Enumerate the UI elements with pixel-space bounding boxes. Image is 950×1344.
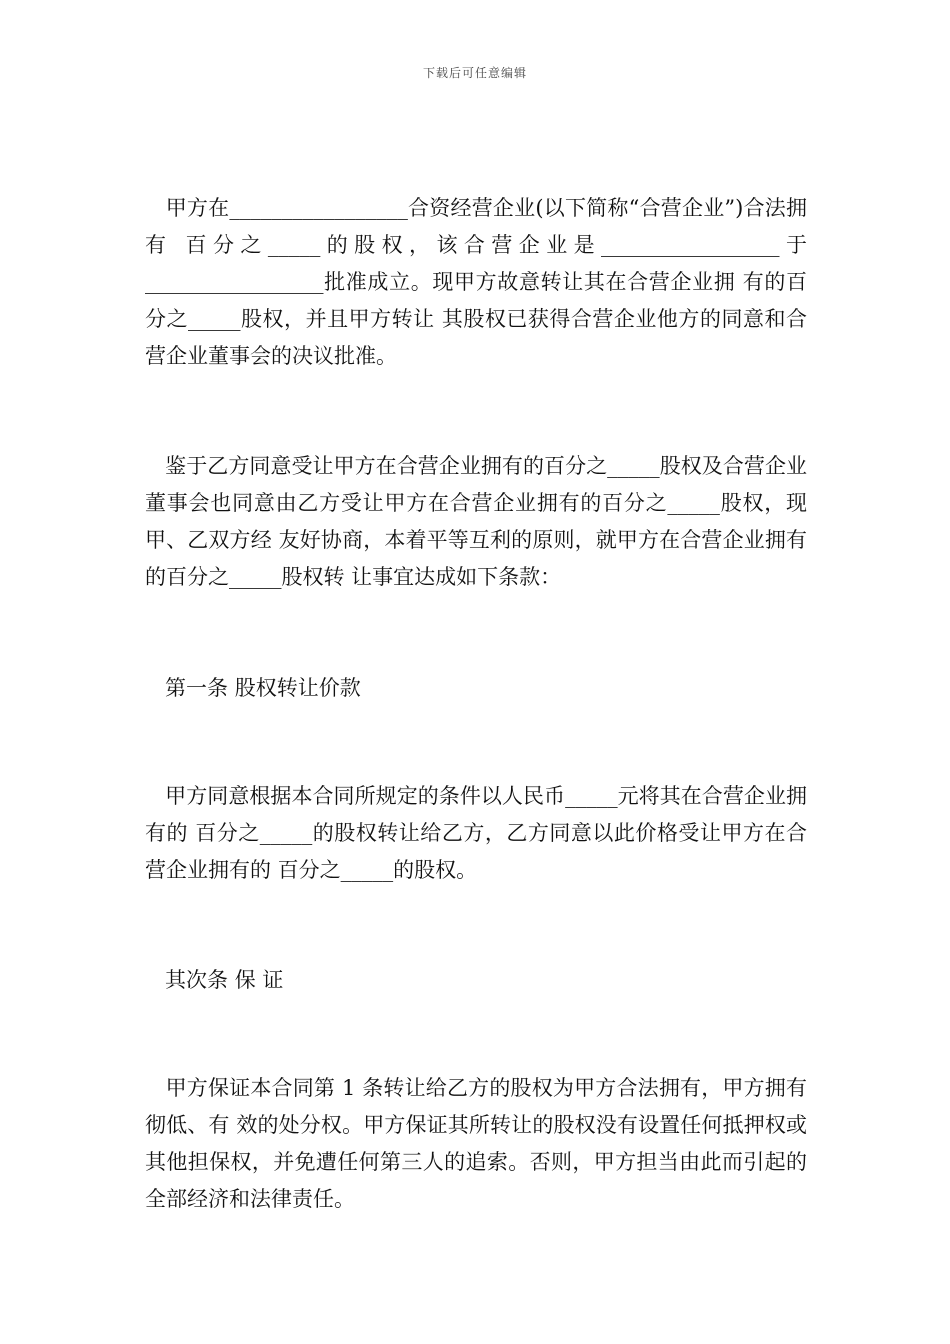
paragraph-transfer-agreement: 鉴于乙方同意受让甲方在合营企业拥有的百分之_____股权及合营企业董事会也同意由乙方受让甲方在合营企业拥有的百分之_____股权，现 甲、乙双方经 友好协商，本着平等互利的原则，就甲方在合营企业拥有的百分之_____股权转 让事宜达成如下条款：: [145, 454, 814, 589]
paragraph-transfer-price: 甲方同意根据本合同所规定的条件以人民币_____元将其在合营企业拥有的 百分之_____的股权转让给乙方，乙方同意以此价格受让甲方在合营企业拥有的 百分之_____的股权。: [145, 784, 807, 882]
paragraph-guarantee: 甲方保证本合同第 1 条转让给乙方的股权为甲方合法拥有，甲方拥有彻低、有 效的处分权。甲方保证其所转让的股权没有设置任何抵押权或其他担保权，并免遭任何第三人的追索。否则，甲方担当由此而引起的全部经济和法律责任。: [145, 1076, 807, 1211]
section-heading-transfer-price: 第一条 股权转让价款: [145, 676, 361, 700]
section-heading-guarantee: 其次条 保 证: [145, 968, 284, 992]
paragraph-share-ownership: 甲方在_________________合资经营企业(以下简称“合营企业”)合法拥有 百分之_____的股权，该合营企业是_________________于_________________批准成立。现甲方故意转让其在合营企业拥 有的百分之_____股权，并且甲方转让 其股权已获得合营企业他方的同意和合营企业董事会的决议批准。: [145, 196, 808, 368]
header-note: 下载后可任意编辑: [422, 66, 527, 80]
